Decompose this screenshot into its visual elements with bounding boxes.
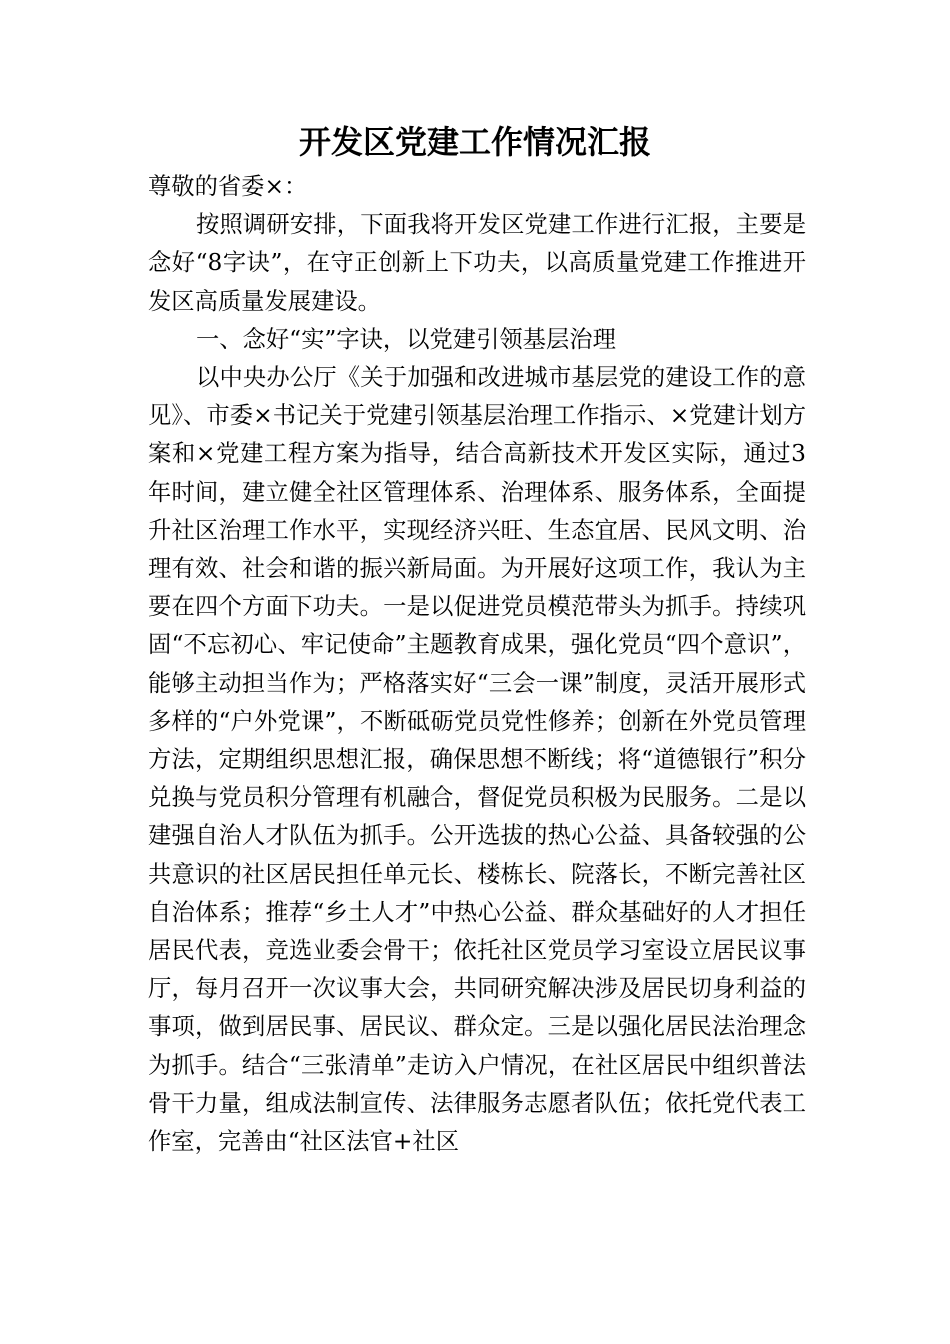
intro-paragraph: 按照调研安排，下面我将开发区党建工作进行汇报，主要是念好“8字诀”，在守正创新上下功夫，以高质量党建工作推进开发区高质量发展建设。 [148,211,806,315]
document-title: 开发区党建工作情况汇报 [298,123,651,161]
document-body [148,168,806,1161]
salutation: 尊敬的省委×： [148,173,308,200]
body-paragraph: 以中央办公厅《关于加强和改进城市基层党的建设工作的意见》、市委×书记关于党建引领基层治理工作指示、×党建计划方案和×党建工程方案为指导，结合高新技术开发区实际，通过3年时间，建立健全社区管理体系、治理体系、服务体系，全面提升社区治理工作水平，实现经济兴旺、生态宜居、民风文明、治理有效、社会和谐的振兴新局面。为开展好这项工作，我认为主要在四个方面下功夫。一是以促进党员模范带头为抓手。持续巩固“不忘初心、牢记使命”主题教育成果，强化党员“四个意识”，能够主动担当作为；严格落实好“三会一课”制度，灵活开展形式多样的“户外党课”，不断砥砺党员党性修养；创新在外党员管理方法，定期组织思想汇报，确保思想不断线；将“道德银行”积分兑换与党员积分管理有机融合，督促党员积极为民服务。二是以建强自治人才队伍为抓手。公开选拔的热心公益、具备较强的公共意识的社区居民担任单元长、楼栋长、院落长，不断完善社区自治体系；推荐“乡土人才”中热心公益、群众基础好的人才担任居民代表，竞选业委会骨干；依托社区党员学习室设立居民议事厅，每月召开一次议事大会，共同研究解决涉及居民切身利益的事项，做到居民事、居民议、群众定。三是以强化居民法治理念为抓手。结合“三张清单”走访入户情况，在社区居民中组织普法骨干力量，组成法制宣传、法律服务志愿者队伍；依托党代表工作室，完善由“社区法官+社区 [148,364,806,1156]
section-heading: 一、念好“实”字诀，以党建引领基层治理 [196,325,616,353]
